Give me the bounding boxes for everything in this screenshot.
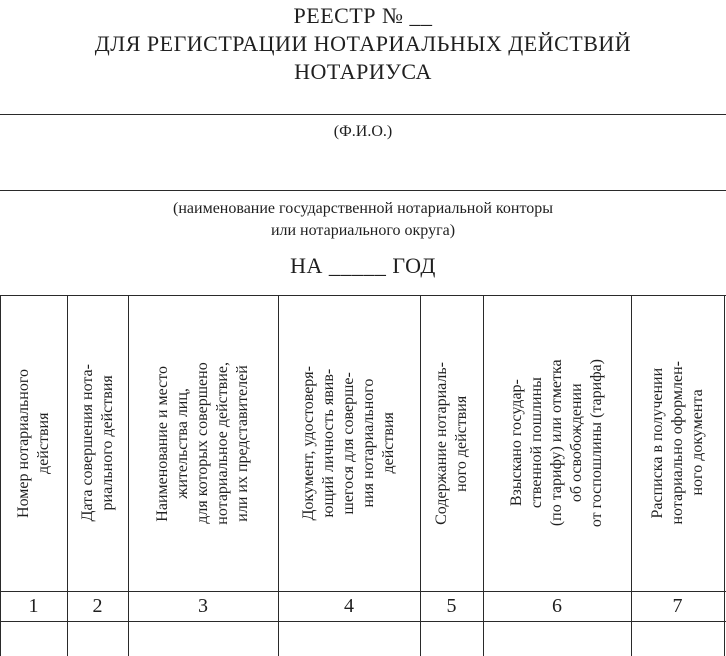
column-header-4-line: ющий личность явив-	[320, 368, 337, 518]
column-header-2-line: Дата совершения нота-	[78, 364, 96, 522]
register-subtitle: ДЛЯ РЕГИСТРАЦИИ НОТАРИАЛЬНЫХ ДЕЙСТВИЙ	[94, 31, 632, 56]
column-header-5	[420, 295, 483, 591]
column-header-7	[631, 295, 724, 591]
column-number-3: 3	[198, 594, 208, 617]
column-header-6-line: от госпошлины (тарифа)	[588, 358, 605, 528]
column-header-5-line: ного действия	[452, 394, 470, 492]
column-header-2	[67, 295, 128, 591]
register-title: РЕЕСТР № __	[293, 3, 433, 28]
column-header-4-line: Документ, удостоверя-	[300, 365, 317, 521]
column-number-4: 4	[344, 594, 354, 617]
column-number-6: 6	[552, 594, 562, 617]
column-header-4-line: действия	[380, 412, 397, 474]
column-header-2-line: риального действия	[98, 375, 116, 511]
column-header-6-line: об освобождении	[568, 383, 585, 503]
column-header-6	[483, 295, 631, 591]
column-header-6-line: (по тарифу) или отметка	[548, 359, 565, 527]
column-header-3	[128, 295, 278, 591]
column-number-5: 5	[446, 594, 457, 617]
column-header-7-line: ного документа	[688, 389, 706, 497]
column-number-7: 7	[672, 594, 683, 617]
column-header-6-line: Взыскано государ-	[508, 379, 525, 507]
office-caption-line2: или нотариального округа)	[270, 222, 456, 239]
column-number-2: 2	[92, 594, 103, 617]
column-header-3-line: нотариальное действие,	[214, 361, 231, 525]
table-right-border	[724, 295, 725, 656]
column-header-3-line: жительства лиц,	[174, 387, 191, 499]
column-header-3-line: или их представителей	[234, 364, 251, 522]
register-table	[0, 295, 726, 656]
office-name-line	[0, 190, 726, 191]
column-header-1-line: действия	[34, 412, 52, 474]
fio-caption: (Ф.И.О.)	[333, 123, 393, 140]
column-header-5-line: Содержание нотариаль-	[432, 361, 450, 525]
column-header-3-line: для которых совершено	[194, 362, 211, 524]
column-header-1-line: Номер нотариального	[14, 368, 32, 518]
office-caption-line1: (наименование государственной нотариальной конторы	[173, 200, 553, 217]
column-header-6-line: ственной пошлины	[528, 377, 545, 509]
column-number-1: 1	[28, 594, 39, 617]
column-header-4	[278, 295, 420, 591]
column-header-3-line: Наименование и место	[154, 365, 171, 521]
column-header-7-line: нотариально оформлен-	[668, 361, 686, 525]
column-header-4-line: шегося для соверше-	[340, 371, 357, 515]
column-header-1	[0, 295, 67, 591]
column-header-7-line: Расписка в получении	[648, 367, 666, 519]
column-header-4-line: ния нотариального	[360, 378, 377, 508]
table-number-row-divider	[0, 621, 726, 622]
year-line: НА _____ ГОД	[290, 253, 436, 278]
register-subtitle-notary: НОТАРИУСА	[294, 59, 432, 84]
notary-name-line	[0, 114, 726, 115]
